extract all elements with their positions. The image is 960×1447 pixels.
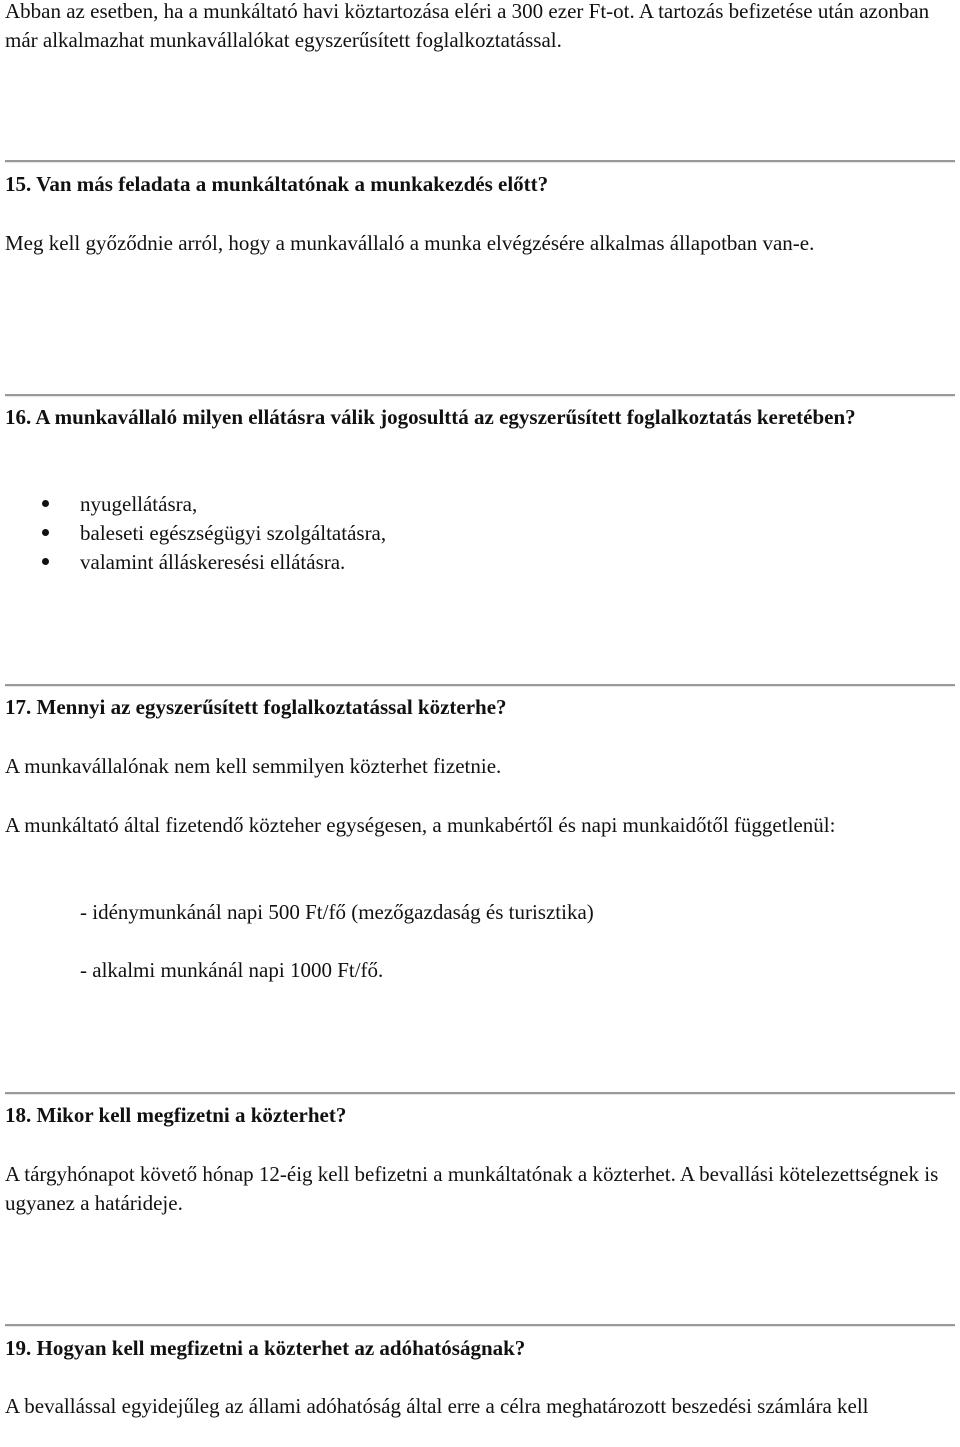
section-17-body-2: A munkáltató által fizetendő közteher egységesen, a munkabértől és napi munkaidőtől függetlenül: — [5, 813, 836, 837]
list-item — [5, 519, 386, 548]
section-divider — [5, 1092, 955, 1095]
section-18-body: A tárgyhónapot követő hónap 12-éig kell befizetni a munkáltatónak a közterhet. A bevallási kötelezettségnek is ugyanez a határideje. — [5, 1162, 939, 1215]
section-divider — [5, 684, 955, 687]
fee-casual-work: - alkalmi munkánál napi 1000 Ft/fő. — [80, 958, 384, 982]
section-divider — [5, 394, 955, 397]
bullet-icon — [42, 500, 49, 507]
section-19-heading: 19. Hogyan kell megfizetni a közterhet az adóhatóságnak? — [5, 1336, 526, 1360]
benefits-list — [5, 490, 386, 577]
section-15-body: Meg kell győződnie arról, hogy a munkavállaló a munka elvégzésére alkalmas állapotban van-e. — [5, 231, 815, 255]
fee-seasonal-work: - idénymunkánál napi 500 Ft/fő (mezőgazdaság és turisztika) — [80, 900, 594, 924]
list-item-label: valamint álláskeresési ellátásra. — [80, 550, 346, 574]
section-16-heading: 16. A munkavállaló milyen ellátásra válik jogosulttá az egyszerűsített foglalkoztatás keretében? — [5, 405, 856, 429]
section-divider — [5, 1324, 955, 1327]
list-item-label: nyugellátásra, — [80, 492, 198, 516]
section-17-body-1: A munkavállalónak nem kell semmilyen közterhet fizetnie. — [5, 754, 502, 778]
section-17-heading: 17. Mennyi az egyszerűsített foglalkoztatással közterhe? — [5, 695, 507, 719]
section-19-body: A bevallással egyidejűleg az állami adóhatóság által erre a célra meghatározott beszedési számlára kell — [5, 1394, 869, 1418]
section-15-heading: 15. Van más feladata a munkáltatónak a munkakezdés előtt? — [5, 172, 549, 196]
list-item — [5, 548, 386, 577]
section-18-heading: 18. Mikor kell megfizetni a közterhet? — [5, 1103, 347, 1127]
bullet-icon — [42, 558, 49, 565]
intro-paragraph: Abban az esetben, ha a munkáltató havi köztartozása eléri a 300 ezer Ft-ot. A tartozás befizetése után azonban már alkalmazhat munkavállalókat egyszerűsített foglalkoztatással. — [5, 0, 930, 52]
section-divider — [5, 160, 955, 163]
list-item — [5, 490, 386, 519]
list-item-label: baleseti egészségügyi szolgáltatásra, — [80, 521, 387, 545]
bullet-icon — [42, 529, 49, 536]
